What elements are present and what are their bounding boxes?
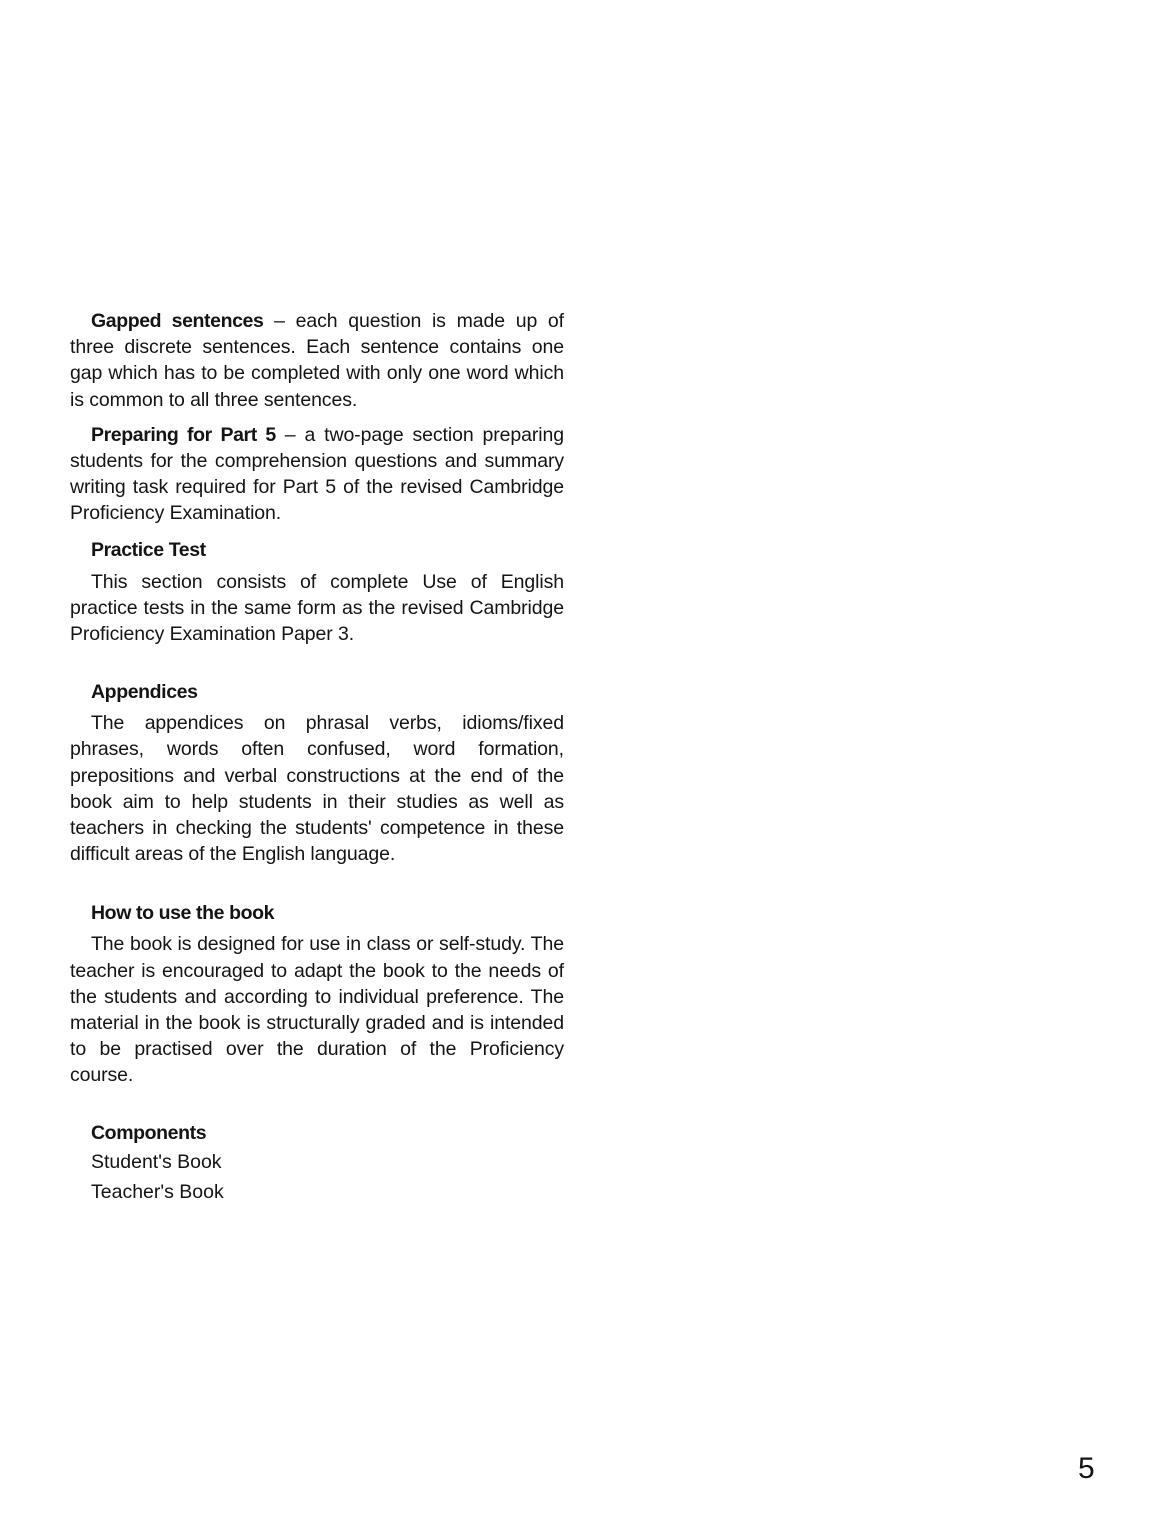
component-item-teachers-book: Teacher's Book xyxy=(91,1180,224,1203)
page-number: 5 xyxy=(1078,1452,1095,1485)
preparing-part5-text: – a two-page section preparing students for the comprehension questions and summary writing task required for Part 5 of the revised Cambridge Proficiency Examination. xyxy=(70,423,564,525)
how-to-use-heading: How to use the book xyxy=(91,902,275,925)
gapped-sentences-heading: Gapped sentences xyxy=(91,310,264,332)
preparing-part5-heading: Preparing for Part 5 xyxy=(91,423,276,446)
practice-test-text: This section consists of complete Use of English practice tests in the same form as the revised Cambridge Proficiency Examination Paper 3. xyxy=(70,570,564,646)
how-to-use-text: The book is designed for use in class or self-study. The teacher is encouraged to adapt the book to the needs of the students and according to individual preference. The material in the book is structurally graded and is intended to be practised over the duration of the Proficiency course. xyxy=(70,933,564,1087)
appendices-text: The appendices on phrasal verbs, idioms/fixed phrases, words often confused, word formation, prepositions and verbal constructions at the end of the book aim to help students in their studies as well as teachers in checking the students' competence in these difficult areas of the English language. xyxy=(70,712,564,866)
component-item-students-book: Student's Book xyxy=(91,1150,222,1173)
components-heading: Components xyxy=(91,1121,207,1144)
gapped-sentences-paragraph xyxy=(70,308,564,413)
preparing-part5-paragraph xyxy=(70,422,564,527)
gapped-sentences-text: – each question is made up of three discrete sentences. Each sentence contains one gap which has to be completed with only one word which is common to all three sentences. xyxy=(70,310,564,411)
practice-test-heading: Practice Test xyxy=(91,538,206,561)
appendices-heading: Appendices xyxy=(91,681,198,704)
text-column xyxy=(70,308,564,1207)
